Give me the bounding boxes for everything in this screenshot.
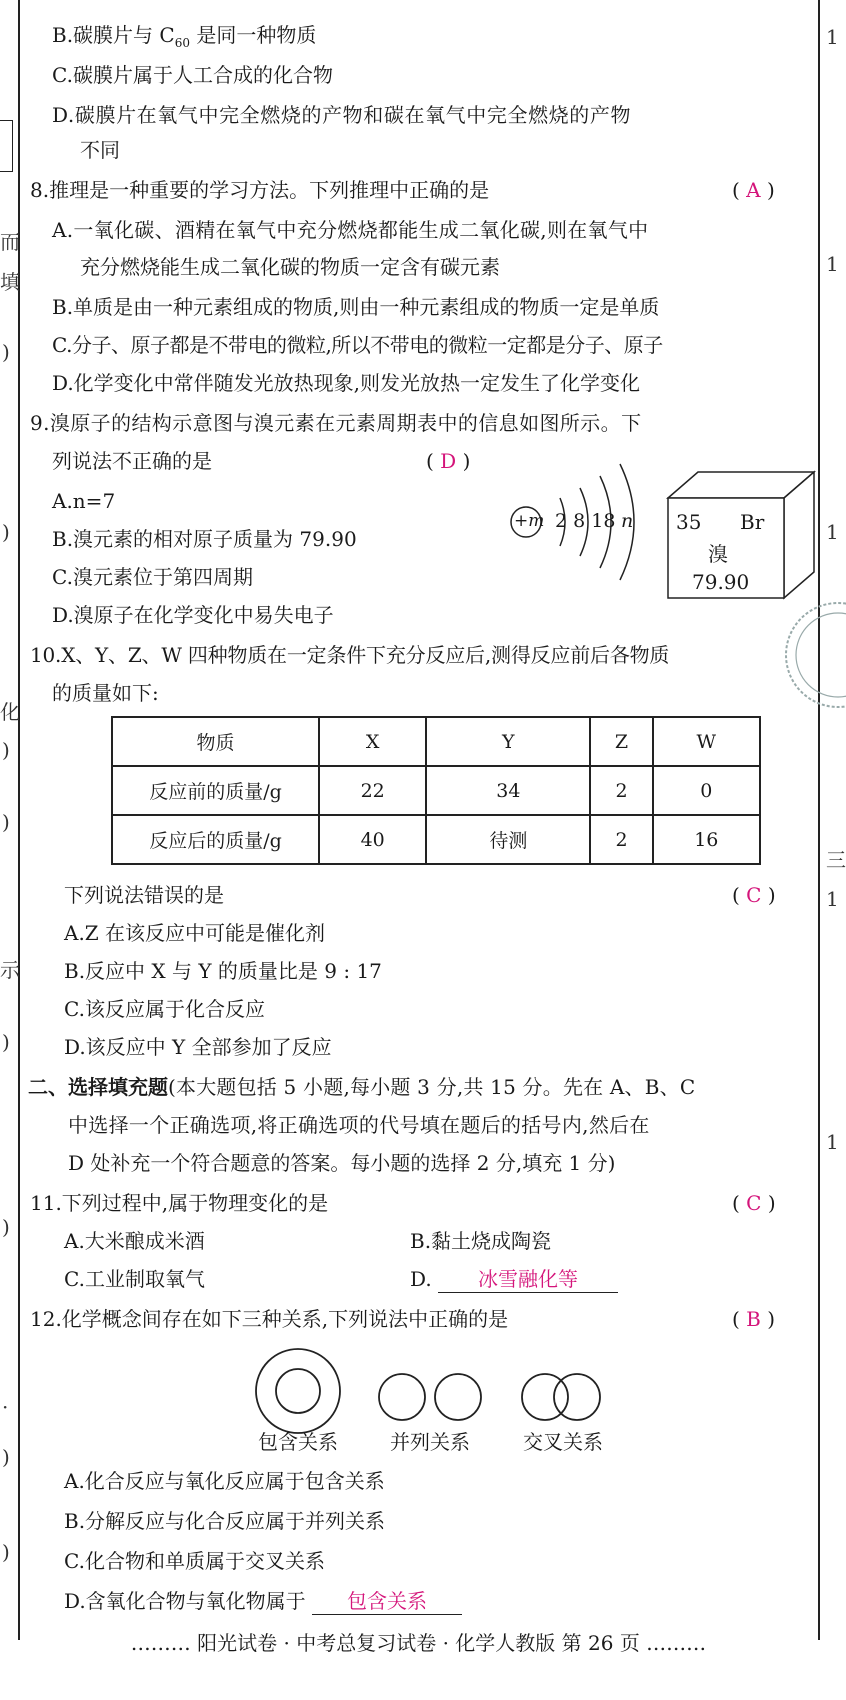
right-edge-char: 1 — [826, 1130, 839, 1154]
table-cell: 40 — [319, 815, 426, 864]
element-symbol: Br — [740, 510, 765, 534]
q7-option-b-text-after: 是同一种物质 — [190, 23, 317, 47]
q12-option-c: C.化合物和单质属于交叉关系 — [64, 1549, 325, 1573]
q8-answer-bracket: ( A ) — [732, 178, 775, 202]
q9-stem-line1: 9.溴原子的结构示意图与溴元素在元素周期表中的信息如图所示。下 — [30, 411, 642, 435]
table-cell: 2 — [590, 766, 652, 815]
q11-option-d-label: D. — [410, 1267, 432, 1291]
q9-option-b: B.溴元素的相对原子质量为 79.90 — [52, 527, 357, 551]
table-cell: 反应前的质量/g — [112, 766, 319, 815]
left-edge-char: 填 — [0, 270, 20, 294]
q7-option-d: D.碳膜片在氧气中完全燃烧的产物和碳在氧气中完全燃烧的产物 — [52, 103, 632, 127]
section2-desc-line2: 中选择一个正确选项,将正确选项的代号填在题后的括号内,然后在 — [68, 1113, 650, 1137]
q12-option-a: A.化合反应与氧化反应属于包含关系 — [64, 1469, 385, 1493]
q8-option-c: C.分子、原子都是不带电的微粒,所以不带电的微粒一定都是分子、原子 — [52, 333, 663, 357]
left-edge-char: 示 — [0, 958, 20, 982]
q11-option-b: B.黏土烧成陶瓷 — [410, 1229, 552, 1253]
q8-option-d: D.化学变化中常伴随发光放热现象,则发光放热一定发生了化学变化 — [52, 371, 641, 395]
table-cell: 16 — [653, 815, 760, 864]
relation-label-intersect: 交叉关系 — [523, 1430, 603, 1454]
left-edge-char: ) — [2, 810, 10, 834]
relation-label-parallel: 并列关系 — [390, 1430, 470, 1454]
q10-option-a: A.Z 在该反应中可能是催化剂 — [64, 921, 326, 945]
q11-answer: C — [746, 1191, 762, 1215]
element-mass: 79.90 — [692, 570, 750, 594]
seal-stamp — [778, 600, 837, 710]
left-edge-box — [0, 120, 13, 172]
table-cell: 2 — [590, 815, 652, 864]
q11-option-c: C.工业制取氧气 — [64, 1267, 205, 1291]
left-edge-char: ) — [2, 520, 10, 544]
table-header-cell: 物质 — [112, 717, 319, 766]
table-cell: 34 — [426, 766, 590, 815]
table-cell: 反应后的质量/g — [112, 815, 319, 864]
q12-answer: B — [746, 1307, 761, 1331]
q9-stem-line2: 列说法不正确的是 — [52, 449, 212, 473]
q10-answer: C — [746, 883, 762, 907]
q7-option-b-text: B.碳膜片与 C — [52, 23, 175, 47]
q10-stem-line1: 10.X、Y、Z、W 四种物质在一定条件下充分反应后,测得反应前后各物质 — [30, 643, 670, 667]
q7-option-c: C.碳膜片属于人工合成的化合物 — [52, 63, 333, 87]
atom-last-shell-label: n — [621, 510, 634, 532]
section2-desc-line3: D 处补充一个符合题意的答案。每小题的选择 2 分,填充 1 分) — [68, 1151, 616, 1175]
q8-option-a: A.一氧化碳、酒精在氧气中充分燃烧都能生成二氧化碳,则在氧气中 — [52, 218, 649, 242]
q9-answer: D — [440, 449, 457, 473]
atom-nucleus-label: +m — [514, 511, 545, 531]
page-footer: ……… 阳光试卷 · 中考总复习试卷 · 化学人教版 第 26 页 ……… — [130, 1631, 707, 1655]
left-edge-char: ) — [2, 738, 10, 762]
element-number: 35 — [676, 510, 702, 534]
left-edge-char: ) — [2, 1445, 10, 1469]
q11-stem: 11.下列过程中,属于物理变化的是 — [30, 1191, 329, 1215]
table-row — [112, 815, 760, 864]
q10-answer-bracket: ( C ) — [732, 883, 776, 907]
q9-answer-bracket: ( D ) — [426, 449, 471, 473]
q12-option-d — [64, 1586, 462, 1616]
q11-option-a: A.大米酿成米酒 — [64, 1229, 205, 1253]
q11-answer-bracket: ( C ) — [732, 1191, 776, 1215]
q12-option-d-label: D.含氧化合物与氧化物属于 — [64, 1589, 306, 1613]
left-edge-char: ) — [2, 1215, 10, 1239]
right-edge-char: 1 — [826, 252, 839, 276]
q9-option-a: A.n=7 — [52, 489, 116, 513]
table-cell: 待测 — [426, 815, 590, 864]
q9-option-d: D.溴原子在化学变化中易失电子 — [52, 603, 334, 627]
q12-fill-answer: 包含关系 — [312, 1588, 462, 1615]
q8-option-a-cont: 充分燃烧能生成二氧化碳的物质一定含有碳元素 — [80, 255, 500, 279]
q8-answer: A — [746, 178, 761, 202]
element-name: 溴 — [708, 542, 728, 566]
q8-option-b: B.单质是由一种元素组成的物质,则由一种元素组成的物质一定是单质 — [52, 295, 660, 319]
right-edge-char: 1 — [826, 520, 839, 544]
section2-title: 二、选择填充题 — [28, 1075, 168, 1099]
q11-fill-answer: 冰雪融化等 — [438, 1266, 618, 1293]
q10-question: 下列说法错误的是 — [64, 883, 224, 907]
q12-option-b: B.分解反应与化合反应属于并列关系 — [64, 1509, 386, 1533]
section2-desc-line1: (本大题包括 5 小题,每小题 3 分,共 15 分。先在 A、B、C — [168, 1075, 696, 1099]
q10-stem-line2: 的质量如下: — [52, 681, 159, 705]
table-cell: 22 — [319, 766, 426, 815]
right-margin-rule — [818, 0, 820, 1640]
left-edge-char: ) — [2, 1030, 10, 1054]
q9-option-c: C.溴元素位于第四周期 — [52, 565, 253, 589]
q7-option-b — [52, 20, 316, 58]
left-edge-char: · — [2, 1395, 9, 1419]
left-edge-char: 而 — [0, 230, 20, 254]
q12-answer-bracket: ( B ) — [732, 1307, 776, 1331]
table-row — [112, 766, 760, 815]
section2-heading — [28, 1072, 695, 1102]
q10-option-c: C.该反应属于化合反应 — [64, 997, 265, 1021]
right-edge-char: 1 — [826, 887, 839, 911]
q10-mass-table — [111, 716, 761, 865]
table-header-row — [112, 717, 760, 766]
table-header-cell: X — [319, 717, 426, 766]
q12-stem: 12.化学概念间存在如下三种关系,下列说法中正确的是 — [30, 1307, 509, 1331]
right-edge-char: 1 — [826, 25, 839, 49]
left-edge-char: ) — [2, 340, 10, 364]
table-header-cell: Y — [426, 717, 590, 766]
table-header-cell: Z — [590, 717, 652, 766]
q7-option-b-sub: 60 — [174, 36, 190, 50]
atom-shells-label: 2 8 18 — [555, 510, 616, 532]
q7-option-d-cont: 不同 — [80, 138, 120, 162]
table-cell: 0 — [653, 766, 760, 815]
q10-option-b: B.反应中 X 与 Y 的质量比是 9 : 17 — [64, 959, 382, 983]
relation-label-contain: 包含关系 — [258, 1430, 338, 1454]
q10-option-d: D.该反应中 Y 全部参加了反应 — [64, 1035, 332, 1059]
right-edge-char: 三 — [826, 848, 846, 872]
table-header-cell: W — [653, 717, 760, 766]
left-edge-char: 化 — [0, 700, 20, 724]
q8-stem: 8.推理是一种重要的学习方法。下列推理中正确的是 — [30, 178, 490, 202]
left-edge-char: ) — [2, 1540, 10, 1564]
q11-option-d — [410, 1264, 618, 1294]
